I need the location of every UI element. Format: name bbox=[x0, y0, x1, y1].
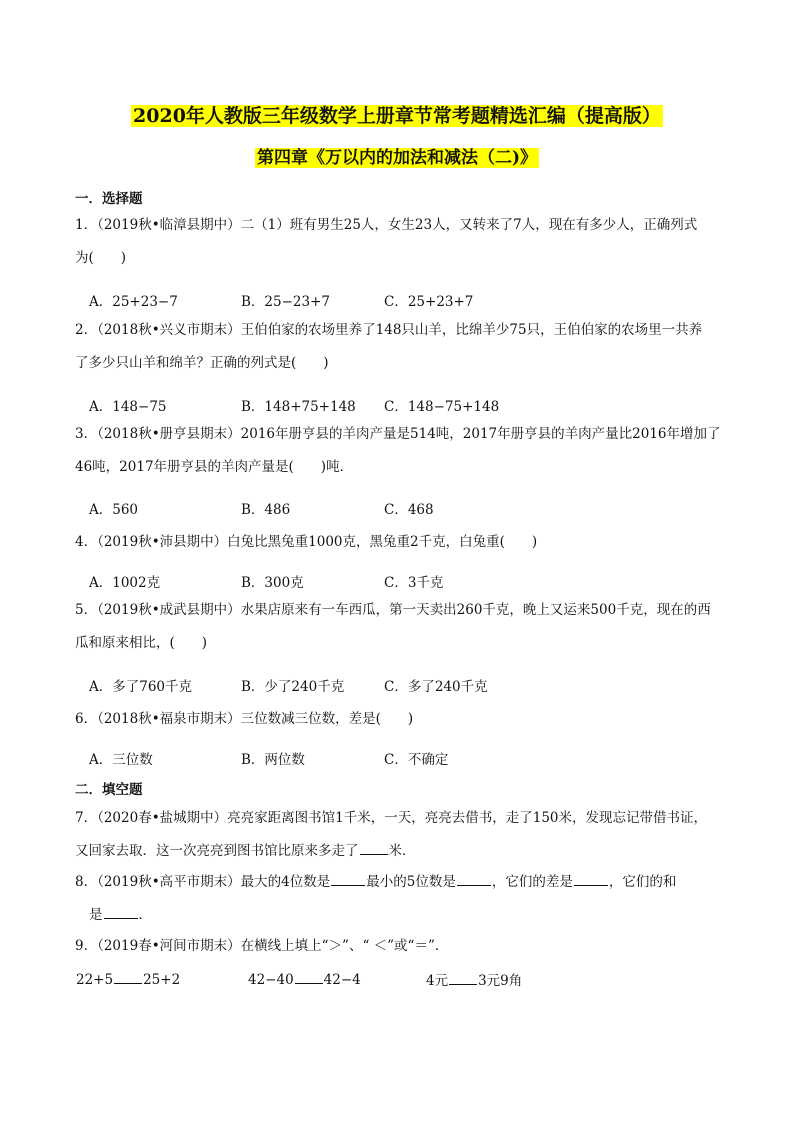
answer-blank[interactable] bbox=[574, 871, 608, 886]
question-text: 最小的5位数是 bbox=[366, 874, 456, 890]
question-text: 9．（2019春•河间市期末）在横线上填上“＞”、“ ＜”或“＝”． bbox=[75, 938, 449, 954]
option-b[interactable]: B．少了240千克 bbox=[241, 679, 345, 695]
answer-blank[interactable] bbox=[331, 871, 365, 886]
question-text: 8．（2019秋•高平市期末）最大的4位数是 bbox=[75, 874, 331, 890]
question-text: 米． bbox=[388, 843, 416, 859]
question-text: 5．（2019秋•成武县期中）水果店原来有一车西瓜，第一天卖出260千克，晚上又运来500千克，现在的西 bbox=[75, 602, 711, 618]
question-text: ． bbox=[138, 907, 152, 923]
subtitle-row bbox=[0, 147, 794, 169]
option-b[interactable]: B．148+75+148 bbox=[241, 399, 356, 415]
section-heading-fill: 二．填空题 bbox=[75, 782, 143, 798]
question-4 bbox=[75, 526, 725, 559]
question-text: 了多少只山羊和绵羊？正确的列式是( ) bbox=[75, 355, 329, 371]
comparison-3 bbox=[426, 969, 522, 989]
question-text: 又回家去取．这一次亮亮到图书馆比原来多走了 bbox=[75, 843, 359, 859]
question-text: 是 bbox=[89, 907, 103, 923]
option-b[interactable]: B．25−23+7 bbox=[241, 294, 330, 310]
question-7 bbox=[75, 802, 725, 868]
chapter-title: 第四章《万以内的加法和减法（二)》 bbox=[256, 148, 538, 168]
question-text: 46吨，2017年册亨县的羊肉产量是( )吨． bbox=[75, 459, 354, 475]
option-a[interactable]: A．1002克 bbox=[89, 575, 161, 591]
option-c[interactable]: C．468 bbox=[384, 502, 434, 518]
option-a[interactable]: A．25+23−7 bbox=[89, 294, 178, 310]
question-text: ，它们的和 bbox=[608, 874, 677, 890]
question-3 bbox=[75, 418, 725, 484]
option-c[interactable]: C．不确定 bbox=[384, 752, 449, 768]
option-b[interactable]: B．300克 bbox=[241, 575, 304, 591]
answer-blank[interactable] bbox=[114, 969, 142, 984]
answer-blank[interactable] bbox=[457, 871, 491, 886]
title-row bbox=[0, 104, 794, 128]
question-text: 为( ) bbox=[75, 250, 127, 266]
expression-right: 42−4 bbox=[323, 972, 361, 988]
question-9 bbox=[75, 930, 725, 963]
question-8 bbox=[75, 866, 725, 932]
question-2 bbox=[75, 314, 725, 380]
question-text: 2．（2018秋•兴义市期末）王伯伯家的农场里养了148只山羊，比绵羊少75只，王伯伯家的农场里一共养 bbox=[75, 322, 703, 338]
option-c[interactable]: C．多了240千克 bbox=[384, 679, 488, 695]
question-text: 7．（2020春•盐城期中）亮亮家距离图书馆1千米，一天，亮亮去借书，走了150米，发现忘记带借书证， bbox=[75, 810, 708, 826]
answer-blank[interactable] bbox=[449, 970, 477, 985]
expression-right: 3元9角 bbox=[478, 973, 523, 989]
page-title: 2020年人教版三年级数学上册章节常考题精选汇编（提高版） bbox=[133, 105, 661, 127]
answer-blank[interactable] bbox=[104, 904, 138, 919]
expression-right: 25+2 bbox=[143, 972, 181, 988]
option-b[interactable]: B．两位数 bbox=[241, 752, 305, 768]
option-a[interactable]: A．148−75 bbox=[89, 399, 167, 415]
expression-left: 22+5 bbox=[76, 972, 114, 988]
question-6 bbox=[75, 703, 725, 736]
expression-left: 42−40 bbox=[248, 972, 294, 988]
comparison-1 bbox=[76, 969, 180, 988]
answer-blank[interactable] bbox=[360, 840, 388, 855]
option-c[interactable]: C．148−75+148 bbox=[384, 399, 500, 415]
question-text: 3．（2018秋•册亨县期末）2016年册亨县的羊肉产量是514吨，2017年册亨县的羊肉产量比2016年增加了 bbox=[75, 426, 721, 442]
comparison-2 bbox=[248, 969, 361, 988]
option-a[interactable]: A．560 bbox=[89, 502, 139, 518]
question-5 bbox=[75, 594, 725, 660]
question-text: 6．（2018秋•福泉市期末）三位数减三位数，差是( ) bbox=[75, 711, 414, 727]
question-text: 1．（2019秋•临漳县期中）二（1）班有男生25人，女生23人，又转来了7人，现在有多少人，正确列式 bbox=[75, 217, 698, 233]
expression-left: 4元 bbox=[426, 973, 449, 989]
answer-blank[interactable] bbox=[295, 969, 323, 984]
section-heading-choice: 一．选择题 bbox=[75, 191, 143, 207]
option-c[interactable]: C．25+23+7 bbox=[384, 294, 474, 310]
question-text: 瓜和原来相比，( ) bbox=[75, 635, 208, 651]
question-text: 4．（2019秋•沛县期中）白兔比黑兔重1000克，黑兔重2千克，白兔重( ) bbox=[75, 534, 538, 550]
option-c[interactable]: C．3千克 bbox=[384, 575, 444, 591]
question-1 bbox=[75, 209, 725, 275]
option-b[interactable]: B．486 bbox=[241, 502, 291, 518]
question-text: ，它们的差是 bbox=[491, 874, 573, 890]
option-a[interactable]: A．三位数 bbox=[89, 752, 153, 768]
option-a[interactable]: A．多了760千克 bbox=[89, 679, 193, 695]
